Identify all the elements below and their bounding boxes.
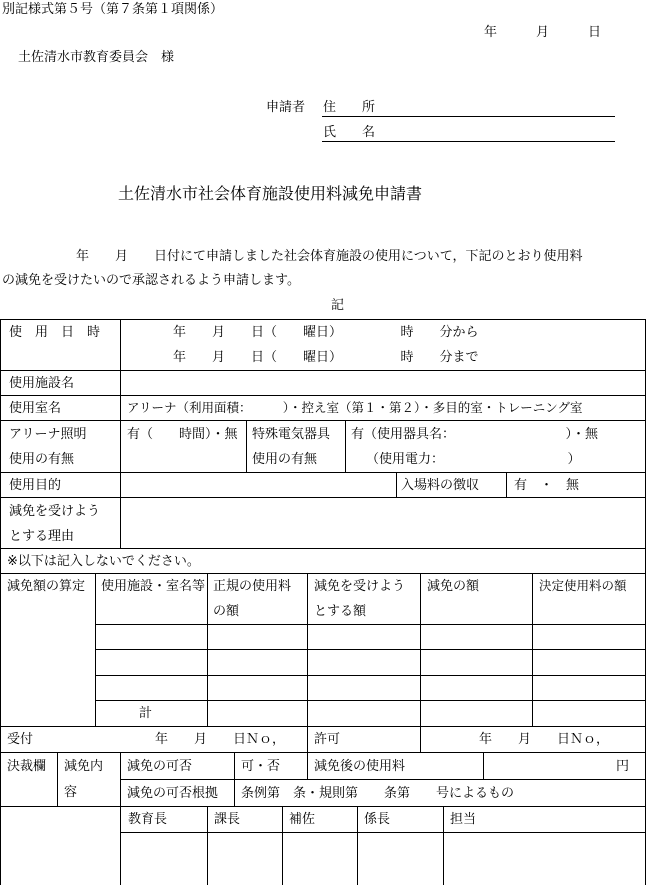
stamp-section-chief: 課長 (214, 812, 241, 827)
calc-total-label: 計 (139, 706, 153, 721)
room-value[interactable]: アリーナ（利用面積： ）・控え室（第１・第２）・多目的室・トレーニング室 (127, 400, 583, 415)
body-line-1: 年 月 日付にて申請しました社会体育施設の使用について，下記のとおり使用料 (76, 249, 583, 264)
calc-header-regular-fee-2: の額 (213, 604, 240, 619)
special-equipment-value-2[interactable]: （使用電力： ） (366, 452, 581, 467)
ki-heading: 記 (331, 298, 345, 313)
basis-label: 減免の可否根拠 (127, 786, 219, 801)
stamp-assistant: 補佐 (289, 812, 316, 827)
calc-header-request-2: とする額 (314, 604, 367, 619)
reason-label-1: 減免を受けよう (9, 504, 101, 519)
lighting-label-1: アリーナ照明 (9, 427, 87, 442)
datetime-to[interactable]: 年 月 日（ 曜日） 時 分まで (173, 350, 479, 365)
permit-value: 年 月 日Ｎｏ， (479, 732, 610, 747)
form-number: 別記様式第５号（第７条第１項関係） (2, 2, 224, 17)
datetime-label: 使 用 日 時 (9, 325, 101, 340)
calc-header-reduction: 減免の額 (427, 579, 480, 594)
after-fee-label: 減免後の使用料 (314, 759, 406, 774)
address-underline (322, 116, 615, 117)
facility-field[interactable] (122, 372, 642, 393)
special-equipment-label-2: 使用の有無 (252, 452, 318, 467)
special-equipment-value-1[interactable]: 有（使用器具名： ）・無 (351, 427, 599, 442)
content-label-1: 減免内 (64, 759, 104, 774)
approval-value: 可・否 (241, 759, 281, 774)
permit-label: 許可 (314, 732, 341, 747)
document-title: 土佐清水市社会体育施設使用料減免申請書 (118, 184, 423, 203)
room-label: 使用室名 (9, 401, 62, 416)
addressee: 土佐清水市教育委員会 様 (18, 50, 175, 65)
calc-header-request-1: 減免を受けよう (314, 579, 406, 594)
calc-header-facility: 使用施設・室名等 (101, 579, 206, 594)
stamp-subsection-chief: 係長 (364, 812, 391, 827)
calc-header-regular-fee-1: 正規の使用料 (213, 579, 292, 594)
date-line: 年 月 日 (484, 25, 602, 40)
reception-value: 年 月 日Ｎｏ， (155, 732, 286, 747)
lighting-value[interactable]: 有（ 時間）・無 (127, 427, 238, 442)
lighting-label-2: 使用の有無 (9, 452, 75, 467)
body-line-2: の減免を受けたいので承認されるよう申請します。 (2, 273, 300, 288)
special-equipment-label-1: 特殊電気器具 (252, 427, 331, 442)
admission-label: 入場料の徴収 (401, 478, 480, 493)
applicant-label: 申請者 (266, 100, 306, 115)
facility-label: 使用施設名 (9, 376, 75, 391)
calc-label: 減免額の算定 (7, 579, 86, 594)
address-label: 住 所 (323, 100, 376, 115)
basis-value: 条例第 条・規則第 条第 号によるもの (241, 786, 515, 801)
yen-unit: 円 (616, 759, 630, 774)
name-underline (322, 141, 615, 142)
calc-header-final-fee: 決定使用料の額 (539, 578, 627, 593)
stamp-superintendent: 教育長 (128, 812, 168, 827)
reason-label-2: とする理由 (9, 529, 75, 544)
do-not-fill-note: ※以下は記入しないでください。 (7, 554, 200, 569)
datetime-from[interactable]: 年 月 日（ 曜日） 時 分から (173, 325, 479, 340)
approval-label: 減免の可否 (127, 759, 193, 774)
admission-value[interactable]: 有 ・ 無 (514, 478, 580, 493)
purpose-label: 使用目的 (9, 478, 62, 493)
reception-label: 受付 (7, 732, 34, 747)
stamp-staff: 担当 (450, 812, 477, 827)
name-label: 氏 名 (323, 125, 376, 140)
content-label-2: 容 (64, 785, 78, 800)
decision-label: 決裁欄 (7, 759, 47, 774)
